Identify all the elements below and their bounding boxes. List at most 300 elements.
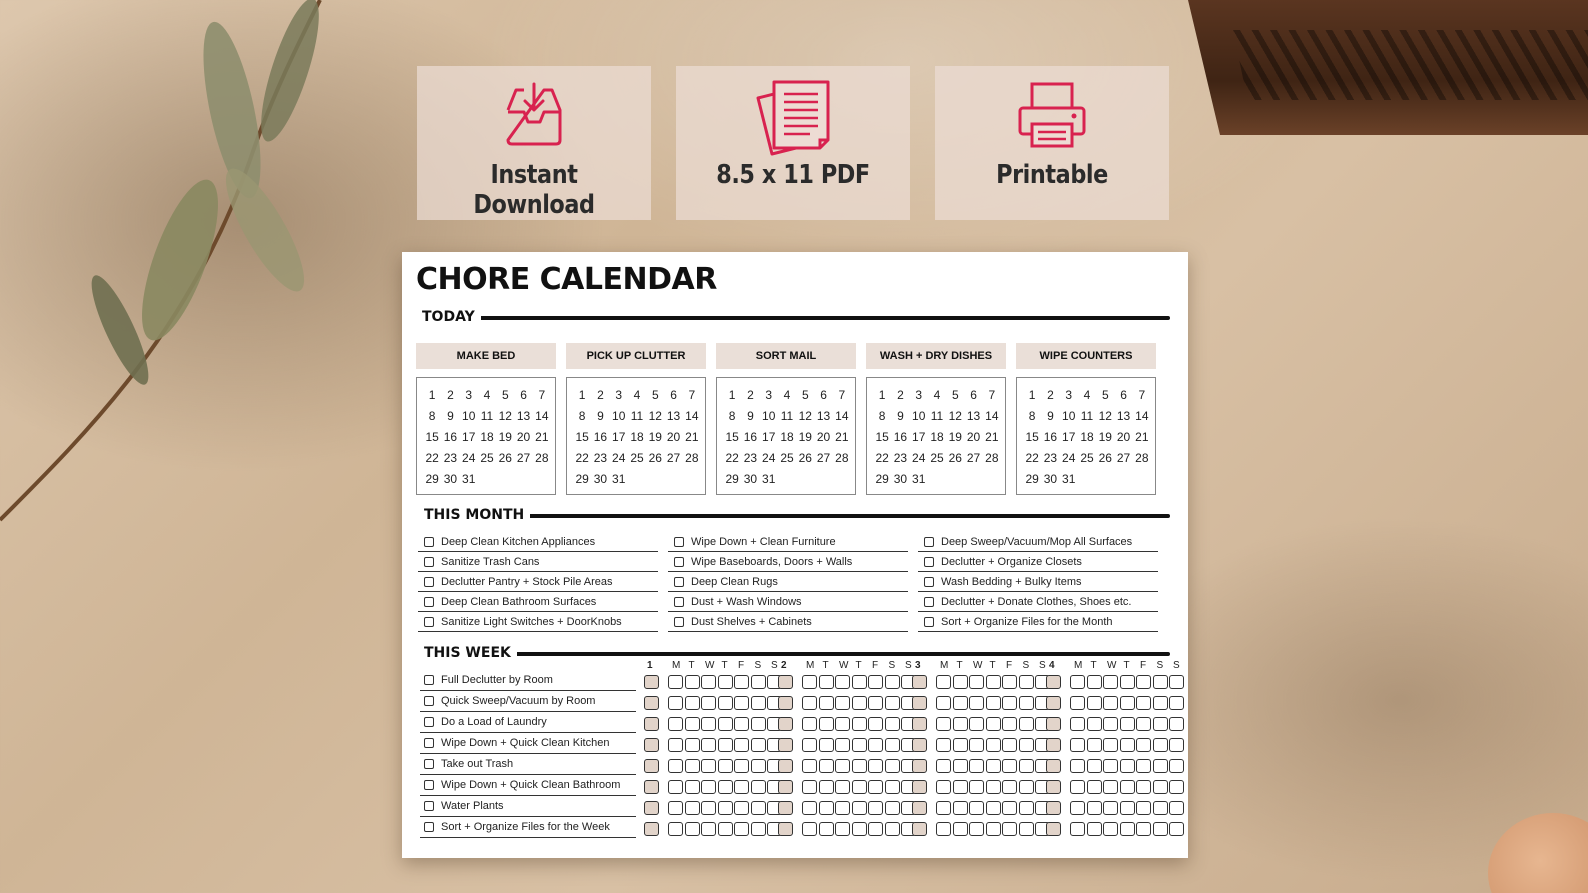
day-check-box[interactable] xyxy=(685,801,700,815)
calendar-day[interactable]: 19 xyxy=(798,429,812,444)
calendar-day[interactable]: 15 xyxy=(1025,429,1039,444)
day-check-box[interactable] xyxy=(936,675,951,689)
calendar-day[interactable]: 24 xyxy=(462,450,476,465)
calendar-day[interactable]: 29 xyxy=(725,471,739,486)
calendar-day[interactable]: 7 xyxy=(1138,387,1146,402)
calendar-day[interactable]: 2 xyxy=(897,387,904,402)
calendar-day[interactable]: 10 xyxy=(1062,408,1076,423)
day-check-box[interactable] xyxy=(1103,780,1118,794)
day-check-box[interactable] xyxy=(868,759,883,773)
calendar-day[interactable]: 11 xyxy=(930,408,944,423)
day-check-box[interactable] xyxy=(835,675,850,689)
chore-checkbox[interactable] xyxy=(424,577,434,587)
weekly-chore-item[interactable] xyxy=(420,775,636,796)
chore-checkbox[interactable] xyxy=(674,537,684,547)
chore-checkbox[interactable] xyxy=(424,557,434,567)
day-check-box[interactable] xyxy=(1120,822,1135,836)
day-check-box[interactable] xyxy=(668,717,683,731)
day-check-box[interactable] xyxy=(1070,822,1085,836)
day-check-box[interactable] xyxy=(868,696,883,710)
calendar-day[interactable]: 10 xyxy=(612,408,626,423)
calendar-day[interactable]: 8 xyxy=(578,408,586,423)
calendar-day[interactable]: 22 xyxy=(575,450,589,465)
day-check-box[interactable] xyxy=(701,822,716,836)
day-check-box[interactable] xyxy=(885,780,900,794)
calendar-day[interactable]: 5 xyxy=(1101,387,1109,402)
day-check-box[interactable] xyxy=(1153,801,1168,815)
monthly-chore-item[interactable] xyxy=(918,552,1158,572)
day-check-box[interactable] xyxy=(885,738,900,752)
monthly-chore-item[interactable] xyxy=(418,532,658,552)
day-check-box[interactable] xyxy=(1103,675,1118,689)
day-check-box[interactable] xyxy=(701,675,716,689)
calendar-day[interactable]: 13 xyxy=(816,408,831,423)
chore-checkbox[interactable] xyxy=(924,537,934,547)
day-check-box[interactable] xyxy=(1136,696,1151,710)
monthly-chore-item[interactable] xyxy=(418,552,658,572)
calendar-day[interactable]: 20 xyxy=(816,429,831,444)
chore-checkbox[interactable] xyxy=(424,780,434,790)
day-check-box[interactable] xyxy=(986,696,1001,710)
calendar-day[interactable]: 3 xyxy=(1065,387,1073,402)
calendar-day[interactable]: 12 xyxy=(798,408,812,423)
chore-checkbox[interactable] xyxy=(674,557,684,567)
calendar-day[interactable]: 17 xyxy=(612,429,626,444)
weekly-chore-item[interactable] xyxy=(420,817,636,838)
calendar-day[interactable]: 17 xyxy=(462,429,476,444)
day-check-box[interactable] xyxy=(819,738,834,752)
day-check-box[interactable] xyxy=(953,738,968,752)
week-check-box[interactable] xyxy=(778,780,793,794)
calendar-day[interactable]: 19 xyxy=(948,429,962,444)
calendar-day[interactable]: 12 xyxy=(1098,408,1112,423)
day-check-box[interactable] xyxy=(986,780,1001,794)
day-check-box[interactable] xyxy=(668,780,683,794)
calendar-day[interactable]: 18 xyxy=(630,429,644,444)
week-check-box[interactable] xyxy=(644,717,659,731)
calendar-day[interactable]: 25 xyxy=(1080,450,1094,465)
day-check-box[interactable] xyxy=(1087,717,1102,731)
calendar-day[interactable]: 8 xyxy=(728,408,736,423)
calendar-day[interactable]: 28 xyxy=(535,450,549,465)
calendar-day[interactable]: 25 xyxy=(630,450,644,465)
day-check-box[interactable] xyxy=(819,801,834,815)
day-check-box[interactable] xyxy=(1153,717,1168,731)
day-check-box[interactable] xyxy=(936,696,951,710)
week-check-box[interactable] xyxy=(1046,822,1061,836)
calendar-day[interactable]: 20 xyxy=(516,429,531,444)
week-check-box[interactable] xyxy=(778,696,793,710)
day-check-box[interactable] xyxy=(885,696,900,710)
calendar-day[interactable]: 19 xyxy=(1098,429,1112,444)
calendar-day[interactable]: 27 xyxy=(966,450,981,465)
calendar-day[interactable]: 18 xyxy=(480,429,494,444)
day-check-box[interactable] xyxy=(1169,717,1184,731)
calendar-day[interactable]: 9 xyxy=(447,408,454,423)
calendar-day[interactable]: 27 xyxy=(1116,450,1131,465)
week-check-box[interactable] xyxy=(912,675,927,689)
chore-checkbox[interactable] xyxy=(424,717,434,727)
week-check-box[interactable] xyxy=(644,822,659,836)
day-check-box[interactable] xyxy=(1019,780,1034,794)
day-check-box[interactable] xyxy=(936,738,951,752)
weekly-chore-item[interactable] xyxy=(420,712,636,733)
day-check-box[interactable] xyxy=(1087,780,1102,794)
calendar-day[interactable]: 30 xyxy=(893,471,908,486)
week-check-box[interactable] xyxy=(912,738,927,752)
calendar-day[interactable]: 13 xyxy=(1116,408,1131,423)
day-check-box[interactable] xyxy=(953,675,968,689)
day-check-box[interactable] xyxy=(986,822,1001,836)
calendar-day[interactable]: 6 xyxy=(670,387,677,402)
calendar-day[interactable]: 23 xyxy=(443,450,458,465)
calendar-day[interactable]: 2 xyxy=(597,387,604,402)
calendar-day[interactable]: 30 xyxy=(593,471,608,486)
day-check-box[interactable] xyxy=(685,675,700,689)
calendar-day[interactable]: 21 xyxy=(535,429,549,444)
day-check-box[interactable] xyxy=(734,696,749,710)
calendar-day[interactable]: 8 xyxy=(428,408,436,423)
calendar-day[interactable]: 10 xyxy=(912,408,926,423)
week-check-box[interactable] xyxy=(912,696,927,710)
day-check-box[interactable] xyxy=(936,822,951,836)
day-check-box[interactable] xyxy=(885,759,900,773)
calendar-day[interactable]: 6 xyxy=(520,387,527,402)
chore-checkbox[interactable] xyxy=(924,577,934,587)
calendar-day[interactable]: 23 xyxy=(1043,450,1058,465)
calendar-day[interactable]: 16 xyxy=(743,429,758,444)
day-check-box[interactable] xyxy=(1019,696,1034,710)
day-check-box[interactable] xyxy=(868,675,883,689)
calendar-day[interactable]: 26 xyxy=(798,450,812,465)
week-check-box[interactable] xyxy=(912,822,927,836)
day-check-box[interactable] xyxy=(1002,675,1017,689)
day-check-box[interactable] xyxy=(751,780,766,794)
calendar-day[interactable]: 26 xyxy=(948,450,962,465)
monthly-chore-item[interactable] xyxy=(418,572,658,592)
day-check-box[interactable] xyxy=(1070,780,1085,794)
day-check-box[interactable] xyxy=(701,738,716,752)
calendar-day[interactable]: 17 xyxy=(912,429,926,444)
day-check-box[interactable] xyxy=(668,738,683,752)
chore-checkbox[interactable] xyxy=(424,617,434,627)
day-check-box[interactable] xyxy=(718,822,733,836)
calendar-day[interactable]: 12 xyxy=(498,408,512,423)
calendar-day[interactable]: 4 xyxy=(933,387,941,402)
day-check-box[interactable] xyxy=(953,780,968,794)
day-check-box[interactable] xyxy=(1136,675,1151,689)
monthly-chore-item[interactable] xyxy=(668,592,908,612)
calendar-day[interactable]: 19 xyxy=(648,429,662,444)
calendar-day[interactable]: 16 xyxy=(893,429,908,444)
calendar-day[interactable]: 11 xyxy=(480,408,494,423)
calendar-day[interactable]: 1 xyxy=(878,387,886,402)
calendar-day[interactable]: 9 xyxy=(897,408,904,423)
calendar-day[interactable]: 24 xyxy=(1062,450,1076,465)
day-check-box[interactable] xyxy=(1103,822,1118,836)
day-check-box[interactable] xyxy=(1103,759,1118,773)
day-check-box[interactable] xyxy=(734,717,749,731)
day-check-box[interactable] xyxy=(751,759,766,773)
day-check-box[interactable] xyxy=(852,675,867,689)
day-check-box[interactable] xyxy=(868,822,883,836)
calendar-day[interactable]: 2 xyxy=(747,387,754,402)
day-check-box[interactable] xyxy=(718,738,733,752)
calendar-day[interactable]: 20 xyxy=(966,429,981,444)
day-check-box[interactable] xyxy=(852,759,867,773)
calendar-day[interactable]: 21 xyxy=(1135,429,1149,444)
day-check-box[interactable] xyxy=(1136,759,1151,773)
day-check-box[interactable] xyxy=(819,780,834,794)
chore-checkbox[interactable] xyxy=(424,738,434,748)
calendar-day[interactable]: 30 xyxy=(443,471,458,486)
week-check-box[interactable] xyxy=(1046,696,1061,710)
calendar-day[interactable]: 5 xyxy=(651,387,659,402)
day-check-box[interactable] xyxy=(835,759,850,773)
day-check-box[interactable] xyxy=(1002,801,1017,815)
day-check-box[interactable] xyxy=(1169,822,1184,836)
day-check-box[interactable] xyxy=(701,801,716,815)
day-check-box[interactable] xyxy=(1002,717,1017,731)
day-check-box[interactable] xyxy=(802,780,817,794)
day-check-box[interactable] xyxy=(1002,822,1017,836)
weekly-chore-item[interactable] xyxy=(420,796,636,817)
day-check-box[interactable] xyxy=(885,675,900,689)
day-check-box[interactable] xyxy=(819,717,834,731)
calendar-day[interactable]: 23 xyxy=(893,450,908,465)
day-check-box[interactable] xyxy=(751,822,766,836)
calendar-day[interactable]: 30 xyxy=(1043,471,1058,486)
calendar-day[interactable]: 9 xyxy=(597,408,604,423)
chore-checkbox[interactable] xyxy=(674,617,684,627)
day-check-box[interactable] xyxy=(852,801,867,815)
calendar-day[interactable]: 28 xyxy=(985,450,999,465)
day-check-box[interactable] xyxy=(1070,738,1085,752)
day-check-box[interactable] xyxy=(1087,759,1102,773)
calendar-day[interactable]: 26 xyxy=(498,450,512,465)
day-check-box[interactable] xyxy=(1153,822,1168,836)
day-check-box[interactable] xyxy=(1019,675,1034,689)
day-check-box[interactable] xyxy=(1070,759,1085,773)
day-check-box[interactable] xyxy=(969,675,984,689)
week-check-box[interactable] xyxy=(778,759,793,773)
monthly-chore-item[interactable] xyxy=(668,612,908,632)
week-check-box[interactable] xyxy=(912,780,927,794)
week-check-box[interactable] xyxy=(644,759,659,773)
day-check-box[interactable] xyxy=(885,801,900,815)
day-check-box[interactable] xyxy=(1103,696,1118,710)
day-check-box[interactable] xyxy=(1002,759,1017,773)
day-check-box[interactable] xyxy=(685,696,700,710)
week-check-box[interactable] xyxy=(1046,675,1061,689)
day-check-box[interactable] xyxy=(685,738,700,752)
monthly-chore-item[interactable] xyxy=(668,552,908,572)
day-check-box[interactable] xyxy=(751,801,766,815)
calendar-day[interactable]: 13 xyxy=(666,408,681,423)
calendar-day[interactable]: 15 xyxy=(575,429,589,444)
day-check-box[interactable] xyxy=(734,675,749,689)
day-check-box[interactable] xyxy=(852,696,867,710)
calendar-day[interactable]: 20 xyxy=(1116,429,1131,444)
day-check-box[interactable] xyxy=(685,780,700,794)
day-check-box[interactable] xyxy=(868,801,883,815)
calendar-day[interactable]: 9 xyxy=(1047,408,1054,423)
calendar-day[interactable]: 31 xyxy=(912,471,926,486)
day-check-box[interactable] xyxy=(1169,738,1184,752)
day-check-box[interactable] xyxy=(1019,759,1034,773)
calendar-day[interactable]: 29 xyxy=(875,471,889,486)
calendar-day[interactable]: 31 xyxy=(612,471,626,486)
monthly-chore-item[interactable] xyxy=(418,612,658,632)
calendar-day[interactable]: 7 xyxy=(688,387,696,402)
calendar-day[interactable]: 27 xyxy=(816,450,831,465)
calendar-day[interactable]: 6 xyxy=(820,387,827,402)
chore-checkbox[interactable] xyxy=(924,617,934,627)
day-check-box[interactable] xyxy=(751,675,766,689)
day-check-box[interactable] xyxy=(1019,738,1034,752)
day-check-box[interactable] xyxy=(1103,801,1118,815)
calendar-day[interactable]: 14 xyxy=(985,408,999,423)
day-check-box[interactable] xyxy=(969,822,984,836)
chore-checkbox[interactable] xyxy=(424,675,434,685)
day-check-box[interactable] xyxy=(1087,822,1102,836)
calendar-day[interactable]: 6 xyxy=(1120,387,1127,402)
day-check-box[interactable] xyxy=(936,759,951,773)
day-check-box[interactable] xyxy=(885,822,900,836)
calendar-day[interactable]: 1 xyxy=(728,387,736,402)
day-check-box[interactable] xyxy=(751,696,766,710)
calendar-day[interactable]: 29 xyxy=(1025,471,1039,486)
calendar-day[interactable]: 31 xyxy=(1062,471,1076,486)
calendar-day[interactable]: 7 xyxy=(538,387,546,402)
calendar-day[interactable]: 31 xyxy=(462,471,476,486)
week-check-box[interactable] xyxy=(778,801,793,815)
calendar-day[interactable]: 25 xyxy=(780,450,794,465)
day-check-box[interactable] xyxy=(969,759,984,773)
calendar-day[interactable]: 4 xyxy=(1083,387,1091,402)
day-check-box[interactable] xyxy=(701,696,716,710)
day-check-box[interactable] xyxy=(969,717,984,731)
calendar-day[interactable]: 18 xyxy=(1080,429,1094,444)
calendar-day[interactable]: 2 xyxy=(447,387,454,402)
day-check-box[interactable] xyxy=(802,696,817,710)
day-check-box[interactable] xyxy=(1169,780,1184,794)
calendar-day[interactable]: 28 xyxy=(1135,450,1149,465)
day-check-box[interactable] xyxy=(1120,717,1135,731)
calendar-day[interactable]: 5 xyxy=(801,387,809,402)
calendar-day[interactable]: 3 xyxy=(765,387,773,402)
calendar-day[interactable]: 22 xyxy=(725,450,739,465)
calendar-day[interactable]: 8 xyxy=(1028,408,1036,423)
calendar-day[interactable]: 7 xyxy=(838,387,846,402)
calendar-day[interactable]: 10 xyxy=(762,408,776,423)
day-check-box[interactable] xyxy=(1019,822,1034,836)
day-check-box[interactable] xyxy=(668,675,683,689)
day-check-box[interactable] xyxy=(718,675,733,689)
day-check-box[interactable] xyxy=(802,675,817,689)
day-check-box[interactable] xyxy=(1136,822,1151,836)
day-check-box[interactable] xyxy=(718,759,733,773)
day-check-box[interactable] xyxy=(835,822,850,836)
week-check-box[interactable] xyxy=(778,717,793,731)
calendar-day[interactable]: 21 xyxy=(985,429,999,444)
calendar-day[interactable]: 1 xyxy=(1028,387,1036,402)
calendar-day[interactable]: 22 xyxy=(425,450,439,465)
calendar-day[interactable]: 11 xyxy=(630,408,644,423)
week-check-box[interactable] xyxy=(644,780,659,794)
day-check-box[interactable] xyxy=(986,801,1001,815)
calendar-day[interactable]: 17 xyxy=(762,429,776,444)
day-check-box[interactable] xyxy=(969,696,984,710)
day-check-box[interactable] xyxy=(1120,696,1135,710)
week-check-box[interactable] xyxy=(778,738,793,752)
week-check-box[interactable] xyxy=(644,675,659,689)
calendar-day[interactable]: 7 xyxy=(988,387,996,402)
day-check-box[interactable] xyxy=(936,801,951,815)
day-check-box[interactable] xyxy=(986,738,1001,752)
calendar-day[interactable]: 18 xyxy=(780,429,794,444)
day-check-box[interactable] xyxy=(1103,717,1118,731)
monthly-chore-item[interactable] xyxy=(918,572,1158,592)
day-check-box[interactable] xyxy=(701,759,716,773)
day-check-box[interactable] xyxy=(685,822,700,836)
weekly-chore-item[interactable] xyxy=(420,754,636,775)
calendar-day[interactable]: 4 xyxy=(783,387,791,402)
calendar-day[interactable]: 22 xyxy=(875,450,889,465)
calendar-day[interactable]: 10 xyxy=(462,408,476,423)
day-check-box[interactable] xyxy=(1153,738,1168,752)
calendar-day[interactable]: 14 xyxy=(835,408,849,423)
day-check-box[interactable] xyxy=(835,696,850,710)
calendar-day[interactable]: 29 xyxy=(575,471,589,486)
day-check-box[interactable] xyxy=(1136,801,1151,815)
calendar-day[interactable]: 25 xyxy=(480,450,494,465)
day-check-box[interactable] xyxy=(1087,696,1102,710)
day-check-box[interactable] xyxy=(1070,696,1085,710)
calendar-day[interactable]: 3 xyxy=(915,387,923,402)
day-check-box[interactable] xyxy=(718,780,733,794)
day-check-box[interactable] xyxy=(1087,675,1102,689)
day-check-box[interactable] xyxy=(953,759,968,773)
chore-checkbox[interactable] xyxy=(424,537,434,547)
calendar-day[interactable]: 26 xyxy=(1098,450,1112,465)
calendar-day[interactable]: 2 xyxy=(1047,387,1054,402)
day-check-box[interactable] xyxy=(1169,696,1184,710)
calendar-day[interactable]: 24 xyxy=(612,450,626,465)
calendar-day[interactable]: 16 xyxy=(1043,429,1058,444)
day-check-box[interactable] xyxy=(819,696,834,710)
day-check-box[interactable] xyxy=(1120,675,1135,689)
day-check-box[interactable] xyxy=(1002,696,1017,710)
day-check-box[interactable] xyxy=(1136,717,1151,731)
calendar-day[interactable]: 23 xyxy=(743,450,758,465)
week-check-box[interactable] xyxy=(778,675,793,689)
day-check-box[interactable] xyxy=(1136,780,1151,794)
calendar-day[interactable]: 3 xyxy=(465,387,473,402)
day-check-box[interactable] xyxy=(1120,738,1135,752)
day-check-box[interactable] xyxy=(802,822,817,836)
calendar-day[interactable]: 28 xyxy=(685,450,699,465)
calendar-day[interactable]: 23 xyxy=(593,450,608,465)
chore-checkbox[interactable] xyxy=(424,801,434,811)
day-check-box[interactable] xyxy=(668,759,683,773)
calendar-day[interactable]: 9 xyxy=(747,408,754,423)
day-check-box[interactable] xyxy=(819,822,834,836)
calendar-day[interactable]: 27 xyxy=(666,450,681,465)
day-check-box[interactable] xyxy=(835,801,850,815)
calendar-day[interactable]: 3 xyxy=(615,387,623,402)
day-check-box[interactable] xyxy=(718,696,733,710)
